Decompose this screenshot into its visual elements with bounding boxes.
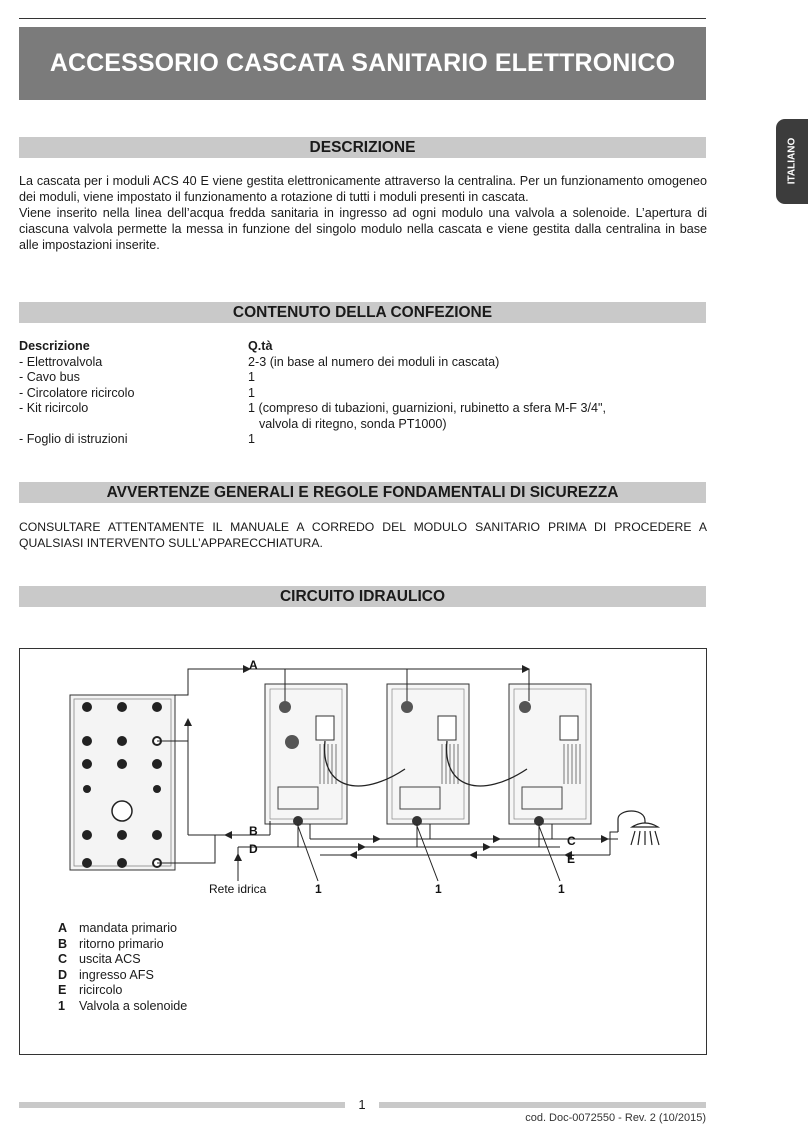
legend-text: ritorno primario [79,936,164,951]
footer-rule-right [379,1102,706,1108]
top-rule [19,18,706,19]
label-rete-idrica: Rete idrica [209,882,267,896]
label-a: A [249,658,258,672]
section-heading-descrizione: DESCRIZIONE [19,137,706,158]
item-quantity-line-2: valvola di ritegno, sonda PT1000) [259,416,447,431]
legend-key: A [58,921,68,935]
label-valve-2: 1 [435,882,442,896]
page-title: ACCESSORIO CASCATA SANITARIO ELETTRONICO [49,49,676,77]
label-valve-1: 1 [315,882,322,896]
item-description: - Cavo bus [19,370,80,384]
description-text [19,173,707,253]
legend-text: uscita ACS [79,952,141,966]
diagram-legend [58,921,187,1014]
label-d: D [249,842,258,856]
label-c: C [567,834,576,848]
item-quantity: 2-3 (in base al numero dei moduli in cascata) [248,354,500,369]
section-heading-avvertenze: AVVERTENZE GENERALI E REGOLE FONDAMENTALI DI SICUREZZA [19,482,706,503]
section-heading-contenuto: CONTENUTO DELLA CONFEZIONE [19,302,706,323]
legend-key: E [58,983,67,997]
legend-item [58,921,187,937]
section-heading-circuito: CIRCUITO IDRAULICO [19,586,706,607]
legend-text: ricircolo [79,983,123,997]
description-paragraph-1: La cascata per i moduli ACS 40 E viene gestita elettronicamente attraverso la centralina. Per un funzionamento omogeneo dei moduli, viene impostato il funzionamento a rotazione di tutti i moduli presenti in cascata. [19,174,707,204]
legend-item [58,968,187,984]
legend-item [58,983,187,999]
table-row [19,386,707,402]
table-row [19,370,707,386]
item-description: - Foglio di istruzioni [19,432,128,446]
hydraulic-module-3 [509,684,591,826]
package-contents-table [19,339,707,448]
table-row [19,432,707,448]
item-quantity: 1 [248,385,256,400]
item-description: - Kit ricircolo [19,401,89,415]
item-quantity: 1 [248,370,256,384]
legend-item [58,952,187,968]
description-paragraph-2: Viene inserito nella linea dell’acqua fredda sanitaria in ingresso ad ogni modulo una valvola a solenoide. L’apertura di ciascuna valvola permette la messa in funzione del singolo modulo nella cascata e viene gestita dalla centralina in base alle impostazioni inserite. [19,206,707,252]
legend-key: B [58,936,68,951]
table-header [19,339,707,355]
footer-rule-left [19,1102,345,1108]
language-tab [776,119,808,204]
legend-key: C [58,952,68,966]
item-quantity-line-1: 1 (compreso di tubazioni, guarnizioni, rubinetto a sfera M-F 3/4", [248,401,606,415]
safety-warning-text: CONSULTARE ATTENTAMENTE IL MANUALE A CORREDO DEL MODULO SANITARIO PRIMA DI PROCEDERE A QUALSIASI INTERVENTO SULL’APPARECCHIATURA. [19,520,707,550]
legend-text: Valvola a solenoide [79,998,188,1013]
label-b: B [249,824,258,838]
storage-tank [70,695,175,870]
item-description: - Elettrovalvola [19,354,103,369]
table-row [19,401,707,432]
item-quantity: 1 [248,432,256,446]
legend-item [58,937,187,953]
item-quantity [248,401,707,432]
legend-item [58,999,187,1015]
table-row [19,355,707,371]
legend-key: D [58,967,68,982]
legend-key: 1 [58,998,66,1013]
item-description: - Circolatore ricircolo [19,385,135,400]
label-e: E [567,852,576,866]
hydraulic-module-2 [387,684,469,826]
page-number: 1 [358,1097,366,1112]
language-tab-label: ITALIANO [786,137,798,185]
label-valve-3: 1 [558,882,565,896]
legend-text: ingresso AFS [79,967,154,982]
shower-icon [618,811,659,845]
legend-text: mandata primario [79,921,177,935]
document-code: cod. Doc-0072550 - Rev. 2 (10/2015) [525,1112,706,1124]
column-header-quantity: Q.tà [248,339,273,353]
hydraulic-module-1 [265,684,347,826]
column-header-description: Descrizione [19,339,90,353]
